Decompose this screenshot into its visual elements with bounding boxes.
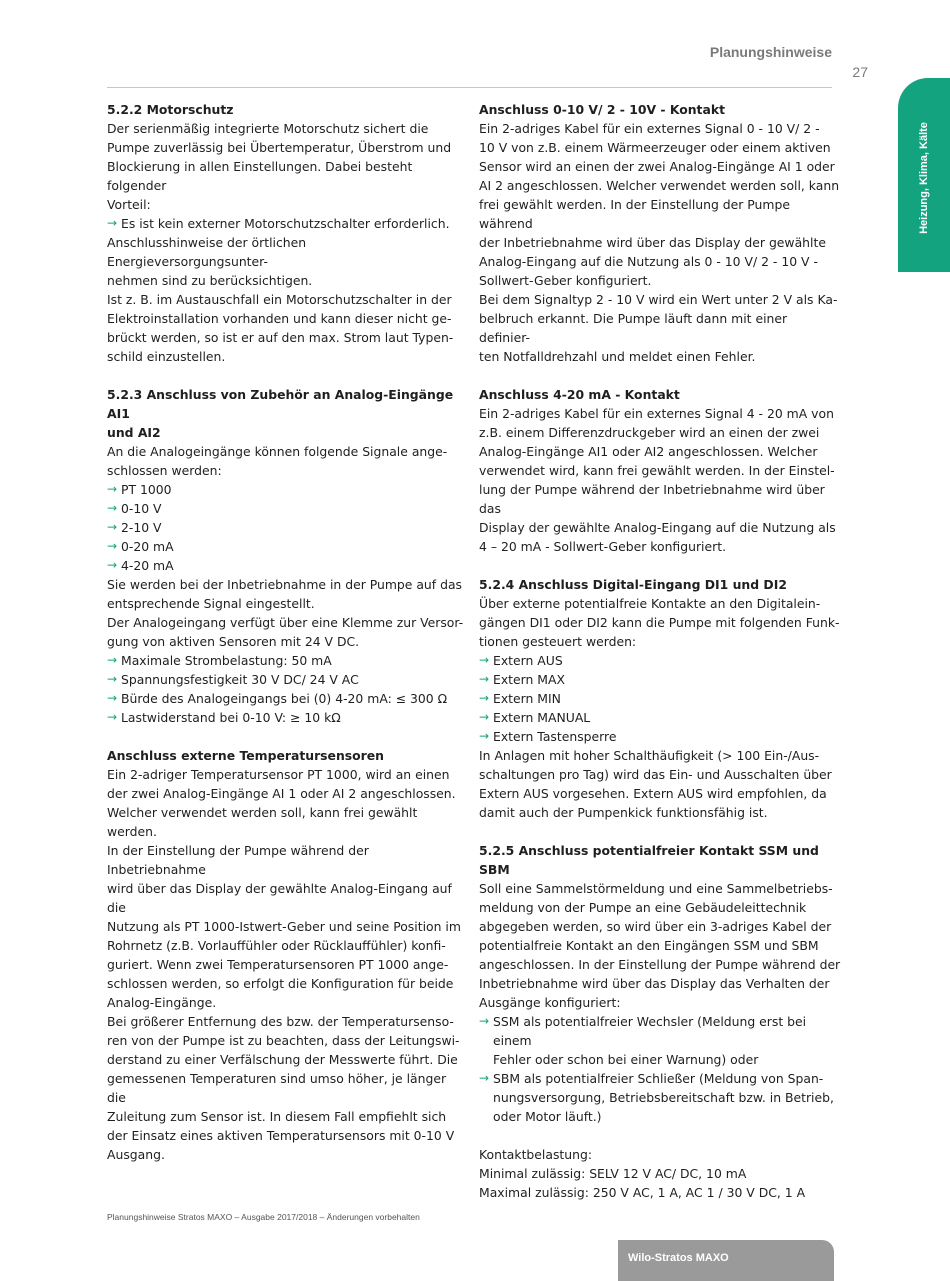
- text-line: Minimal zulässig: SELV 12 V AC/ DC, 10 mA: [479, 1166, 747, 1181]
- text-line: Sollwert-Geber konfiguriert.: [479, 273, 652, 288]
- text-line: An die Analogeingänge können folgende Signale ange-: [107, 444, 448, 459]
- text-line: Analog-Eingang auf die Nutzung als 0 - 10 V/ 2 - 10 V -: [479, 254, 818, 269]
- text-line: der Inbetriebnahme wird über das Display der gewählte: [479, 235, 826, 250]
- text-line: angeschlossen. In der Einstellung der Pumpe während der: [479, 957, 841, 972]
- arrow-icon: →: [479, 729, 490, 743]
- text-line: gung von aktiven Sensoren mit 24 V DC.: [107, 634, 360, 649]
- text-line: abgegeben werden, so wird über ein 3-adriges Kabel der: [479, 919, 832, 934]
- text-line: Ein 2-adriges Kabel für ein externes Signal 4 - 20 mA von: [479, 406, 834, 421]
- list-item-cont: Fehler oder schon bei einer Warnung) oder: [493, 1052, 759, 1067]
- list-item: → Spannungsfestigkeit 30 V DC/ 24 V AC: [107, 672, 359, 687]
- text-line: schaltungen pro Tag) wird das Ein- und Ausschalten über: [479, 767, 832, 782]
- text-line: der Einsatz eines aktiven Temperatursensors mit 0-10 V: [107, 1128, 455, 1143]
- list-item: → 4-20 mA: [107, 558, 174, 573]
- text-line: Analog-Eingänge AI1 oder AI2 angeschlossen. Welcher: [479, 444, 818, 459]
- list-item: → PT 1000: [107, 482, 172, 497]
- text-line: ren von der Pumpe ist zu beachten, dass der Leitungswi-: [107, 1033, 460, 1048]
- section-heading-0-10v: Anschluss 0-10 V/ 2 - 10V - Kontakt: [479, 102, 725, 117]
- section-heading-5-2-3-cont: und AI2: [107, 425, 161, 440]
- text-line: Kontaktbelastung:: [479, 1147, 593, 1162]
- list-item: → 0-10 V: [107, 501, 162, 516]
- text-line: Pumpe zuverlässig bei Übertemperatur, Überstrom und: [107, 140, 452, 155]
- list-item: → SBM als potentialfreier Schließer (Meldung von Span-: [479, 1071, 824, 1086]
- list-item: → Extern MAX: [479, 672, 565, 687]
- arrow-icon: →: [107, 710, 118, 724]
- text-line: meldung von der Pumpe an eine Gebäudeleittechnik: [479, 900, 807, 915]
- text-line: Der serienmäßig integrierte Motorschutz sichert die: [107, 121, 429, 136]
- arrow-icon: →: [479, 1014, 490, 1028]
- list-item: → SSM als potentialfreier Wechsler (Meldung erst bei einem: [479, 1014, 807, 1048]
- text-line: Elektroinstallation vorhanden und kann dieser nicht ge-: [107, 311, 452, 326]
- text-line: Ausgang.: [107, 1147, 165, 1162]
- arrow-icon: →: [107, 216, 118, 230]
- arrow-icon: →: [107, 520, 118, 534]
- arrow-icon: →: [107, 482, 118, 496]
- list-item: → Extern MIN: [479, 691, 561, 706]
- side-tab-label: Heizung, Klima, Kälte: [918, 122, 930, 234]
- text-line: Maximal zulässig: 250 V AC, 1 A, AC 1 / 30 V DC, 1 A: [479, 1185, 806, 1200]
- text-line: Sensor wird an einen der zwei Analog-Eingänge AI 1 oder: [479, 159, 835, 174]
- text-line: potentialfreie Kontakt an den Eingängen SSM und SBM: [479, 938, 819, 953]
- text-line: Ist z. B. im Austauschfall ein Motorschutzschalter in der: [107, 292, 452, 307]
- text-line: brückt werden, so ist er auf den max. Strom laut Typen-: [107, 330, 454, 345]
- right-column: [479, 100, 841, 1202]
- text-line: 4 – 20 mA - Sollwert-Geber konfiguriert.: [479, 539, 727, 554]
- list-item: → Extern AUS: [479, 653, 563, 668]
- text-line: lung der Pumpe während der Inbetriebnahme wird über das: [479, 482, 825, 516]
- arrow-icon: →: [479, 710, 490, 724]
- arrow-icon: →: [107, 653, 118, 667]
- text-line: Ausgänge konfiguriert:: [479, 995, 621, 1010]
- list-item-cont: oder Motor läuft.): [493, 1109, 602, 1124]
- text-line: guriert. Wenn zwei Temperatursensoren PT 1000 ange-: [107, 957, 449, 972]
- text-line: Ein 2-adriger Temperatursensor PT 1000, wird an einen: [107, 767, 450, 782]
- text-line: Blockierung in allen Einstellungen. Dabei besteht folgender: [107, 159, 413, 193]
- text-line: Display der gewählte Analog-Eingang auf die Nutzung als: [479, 520, 836, 535]
- text-line: AI 2 angeschlossen. Welcher verwendet werden soll, kann: [479, 178, 840, 193]
- text-line: Vorteil:: [107, 197, 151, 212]
- text-line: z.B. einem Differenzdruckgeber wird an einen der zwei: [479, 425, 820, 440]
- text-line: Welcher verwendet werden soll, kann frei gewählt werden.: [107, 805, 418, 839]
- text-line: tionen gesteuert werden:: [479, 634, 637, 649]
- arrow-icon: →: [107, 501, 118, 515]
- text-line: Rohrnetz (z.B. Vorlauffühler oder Rücklauffühler) konfi-: [107, 938, 446, 953]
- footer-text: Planungshinweise Stratos MAXO – Ausgabe 2017/2018 – Änderungen vorbehalten: [107, 1212, 420, 1222]
- arrow-icon: →: [479, 691, 490, 705]
- section-heading-temperature-sensors: Anschluss externe Temperatursensoren: [107, 748, 384, 763]
- section-heading-4-20ma: Anschluss 4-20 mA - Kontakt: [479, 387, 680, 402]
- footer-product-label: Wilo-Stratos MAXO: [628, 1252, 729, 1264]
- text-line: Anschlusshinweise der örtlichen Energieversorgungsunter-: [107, 235, 307, 269]
- text-line: derstand zu einer Verfälschung der Messwerte führt. Die: [107, 1052, 458, 1067]
- text-line: entsprechende Signal eingestellt.: [107, 596, 315, 611]
- text-line: Ein 2-adriges Kabel für ein externes Signal 0 - 10 V/ 2 -: [479, 121, 820, 136]
- text-line: schlossen werden:: [107, 463, 222, 478]
- text-line: schlossen werden, so erfolgt die Konfiguration für beide: [107, 976, 454, 991]
- text-line: Der Analogeingang verfügt über eine Klemme zur Versor-: [107, 615, 464, 630]
- text-line: Über externe potentialfreie Kontakte an den Digitalein-: [479, 596, 821, 611]
- arrow-icon: →: [107, 672, 118, 686]
- section-heading-5-2-5: 5.2.5 Anschluss potentialfreier Kontakt SSM und SBM: [479, 843, 819, 877]
- list-item: → Bürde des Analogeingangs bei (0) 4-20 mA: ≤ 300 Ω: [107, 691, 448, 706]
- text-line: damit auch der Pumpenkick funktionsfähig ist.: [479, 805, 768, 820]
- header-divider: [107, 87, 832, 88]
- text-line: Analog-Eingänge.: [107, 995, 217, 1010]
- footer-product-tab: [618, 1240, 834, 1281]
- text-line: In der Einstellung der Pumpe während der Inbetriebnahme: [107, 843, 369, 877]
- text-line: der zwei Analog-Eingänge AI 1 oder AI 2 angeschlossen.: [107, 786, 456, 801]
- list-item: → Lastwiderstand bei 0-10 V: ≥ 10 kΩ: [107, 710, 341, 725]
- list-item: → 0-20 mA: [107, 539, 174, 554]
- section-heading-5-2-2: 5.2.2 Motorschutz: [107, 102, 234, 117]
- arrow-icon: →: [107, 539, 118, 553]
- list-item: → Es ist kein externer Motorschutzschalter erforderlich.: [107, 216, 450, 231]
- text-line: Bei größerer Entfernung des bzw. der Temperatursenso-: [107, 1014, 454, 1029]
- arrow-icon: →: [107, 558, 118, 572]
- text-line: Nutzung als PT 1000-Istwert-Geber und seine Position im: [107, 919, 461, 934]
- text-line: Soll eine Sammelstörmeldung und eine Sammelbetriebs-: [479, 881, 833, 896]
- section-heading-5-2-3: 5.2.3 Anschluss von Zubehör an Analog-Eingänge AI1: [107, 387, 454, 421]
- arrow-icon: →: [479, 672, 490, 686]
- text-line: gemessenen Temperaturen sind umso höher, je länger die: [107, 1071, 447, 1105]
- text-line: In Anlagen mit hoher Schalthäufigkeit (> 100 Ein-/Aus-: [479, 748, 820, 763]
- text-line: Inbetriebnahme wird über das Display das Verhalten der: [479, 976, 830, 991]
- list-item: → Extern Tastensperre: [479, 729, 617, 744]
- page-number: 27: [852, 64, 868, 80]
- text-line: schild einzustellen.: [107, 349, 226, 364]
- left-column: [107, 100, 467, 1164]
- list-item-cont: nungsversorgung, Betriebsbereitschaft bzw. in Betrieb,: [493, 1090, 834, 1105]
- arrow-icon: →: [107, 691, 118, 705]
- text-line: Bei dem Signaltyp 2 - 10 V wird ein Wert unter 2 V als Ka-: [479, 292, 838, 307]
- text-line: belbruch erkannt. Die Pumpe läuft dann mit einer definier-: [479, 311, 788, 345]
- text-line: Sie werden bei der Inbetriebnahme in der Pumpe auf das: [107, 577, 463, 592]
- text-line: frei gewählt werden. In der Einstellung der Pumpe während: [479, 197, 790, 231]
- section-heading-5-2-4: 5.2.4 Anschluss Digital-Eingang DI1 und DI2: [479, 577, 787, 592]
- arrow-icon: →: [479, 1071, 490, 1085]
- text-line: gängen DI1 oder DI2 kann die Pumpe mit folgenden Funk-: [479, 615, 840, 630]
- list-item: → Extern MANUAL: [479, 710, 591, 725]
- text-line: nehmen sind zu berücksichtigen.: [107, 273, 313, 288]
- arrow-icon: →: [479, 653, 490, 667]
- text-line: Extern AUS vorgesehen. Extern AUS wird empfohlen, da: [479, 786, 827, 801]
- text-line: ten Notfalldrehzahl und meldet einen Fehler.: [479, 349, 756, 364]
- list-item: → Maximale Strombelastung: 50 mA: [107, 653, 332, 668]
- text-line: 10 V von z.B. einem Wärmeerzeuger oder einem aktiven: [479, 140, 831, 155]
- list-item: → 2-10 V: [107, 520, 162, 535]
- text-line: wird über das Display der gewählte Analog-Eingang auf die: [107, 881, 452, 915]
- text-line: Zuleitung zum Sensor ist. In diesem Fall empfiehlt sich: [107, 1109, 447, 1124]
- page-header-title: Planungshinweise: [709, 44, 832, 60]
- text-line: verwendet wird, kann frei gewählt werden. In der Einstel-: [479, 463, 835, 478]
